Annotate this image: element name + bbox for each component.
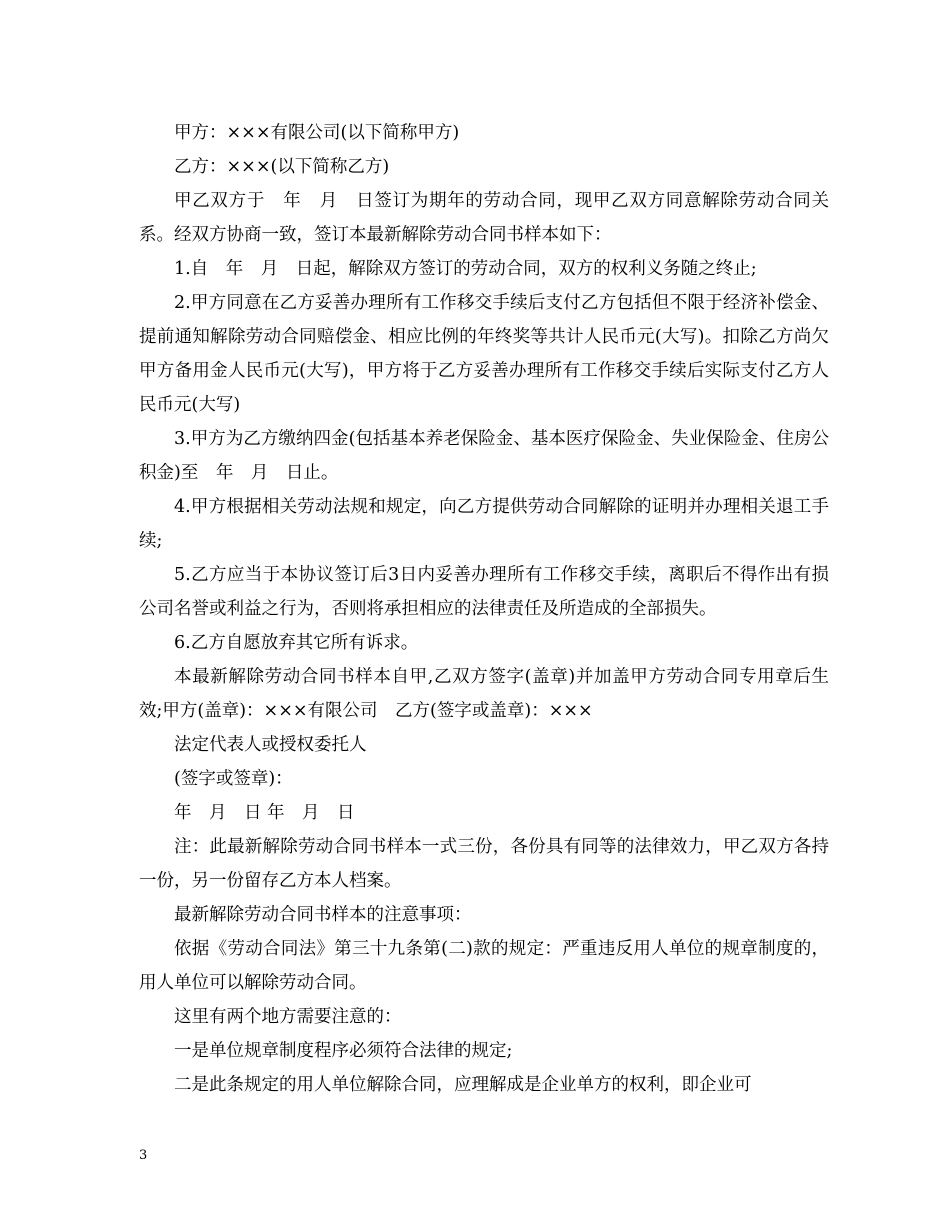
precautions-heading: 最新解除劳动合同书样本的注意事项： [174,905,472,925]
effective-clause: 本最新解除劳动合同书样本自甲,乙双方签字(盖章)并加盖甲方劳动合同专用章后生效;甲方(盖章)：×××有限公司 乙方(签字或盖章)：××× [139,667,829,721]
clause-1: 1.自 年 月 日起，解除双方签订的劳动合同，双方的权利义务随之终止; [174,259,757,279]
clause-6: 6.乙方自愿放弃其它所有诉求。 [174,633,419,653]
attention-point-1: 一是单位规章制度程序必须符合法律的规定; [174,1041,513,1061]
note-paragraph: 注：此最新解除劳动合同书样本一式三份，各份具有同等的法律效力，甲乙双方各持一份，另一份留存乙方本人档案。 [139,837,829,891]
party-b-line: 乙方：×××(以下简称乙方) [174,157,390,177]
intro-paragraph: 甲乙双方于 年 月 日签订为期年的劳动合同，现甲乙双方同意解除劳动合同关系。经双方协商一致，签订本最新解除劳动合同书样本如下： [139,191,829,245]
date-line: 年 月 日 年 月 日 [174,803,355,823]
legal-representative-line: 法定代表人或授权委托人 [174,735,367,755]
clause-2: 2.甲方同意在乙方妥善办理所有工作移交手续后支付乙方包括但不限于经济补偿金、提前通知解除劳动合同赔偿金、相应比例的年终奖等共计人民币元(大写)。扣除乙方尚欠甲方备用金人民币元(大写)，甲方将于乙方妥善办理所有工作移交手续后实际支付乙方人民币元(大写) [139,293,829,415]
signature-line: (签字或签章)： [174,769,293,789]
document-body [139,116,829,1102]
attention-intro: 这里有两个地方需要注意的： [174,1007,402,1027]
legal-basis-paragraph: 依据《劳动合同法》第三十九条第(二)款的规定：严重违反用人单位的规章制度的，用人单位可以解除劳动合同。 [139,939,829,993]
clause-4: 4.甲方根据相关劳动法规和规定，向乙方提供劳动合同解除的证明并办理相关退工手续; [139,497,829,551]
page-number: 3 [139,1148,148,1163]
attention-point-2: 二是此条规定的用人单位解除合同，应理解成是企业单方的权利，即企业可 [174,1075,752,1095]
clause-5: 5.乙方应当于本协议签订后3日内妥善办理所有工作移交手续，离职后不得作出有损公司名誉或利益之行为，否则将承担相应的法律责任及所造成的全部损失。 [139,565,829,619]
clause-3: 3.甲方为乙方缴纳四金(包括基本养老保险金、基本医疗保险金、失业保险金、住房公积金)至 年 月 日止。 [139,429,829,483]
party-a-line: 甲方：×××有限公司(以下简称甲方) [174,123,460,143]
